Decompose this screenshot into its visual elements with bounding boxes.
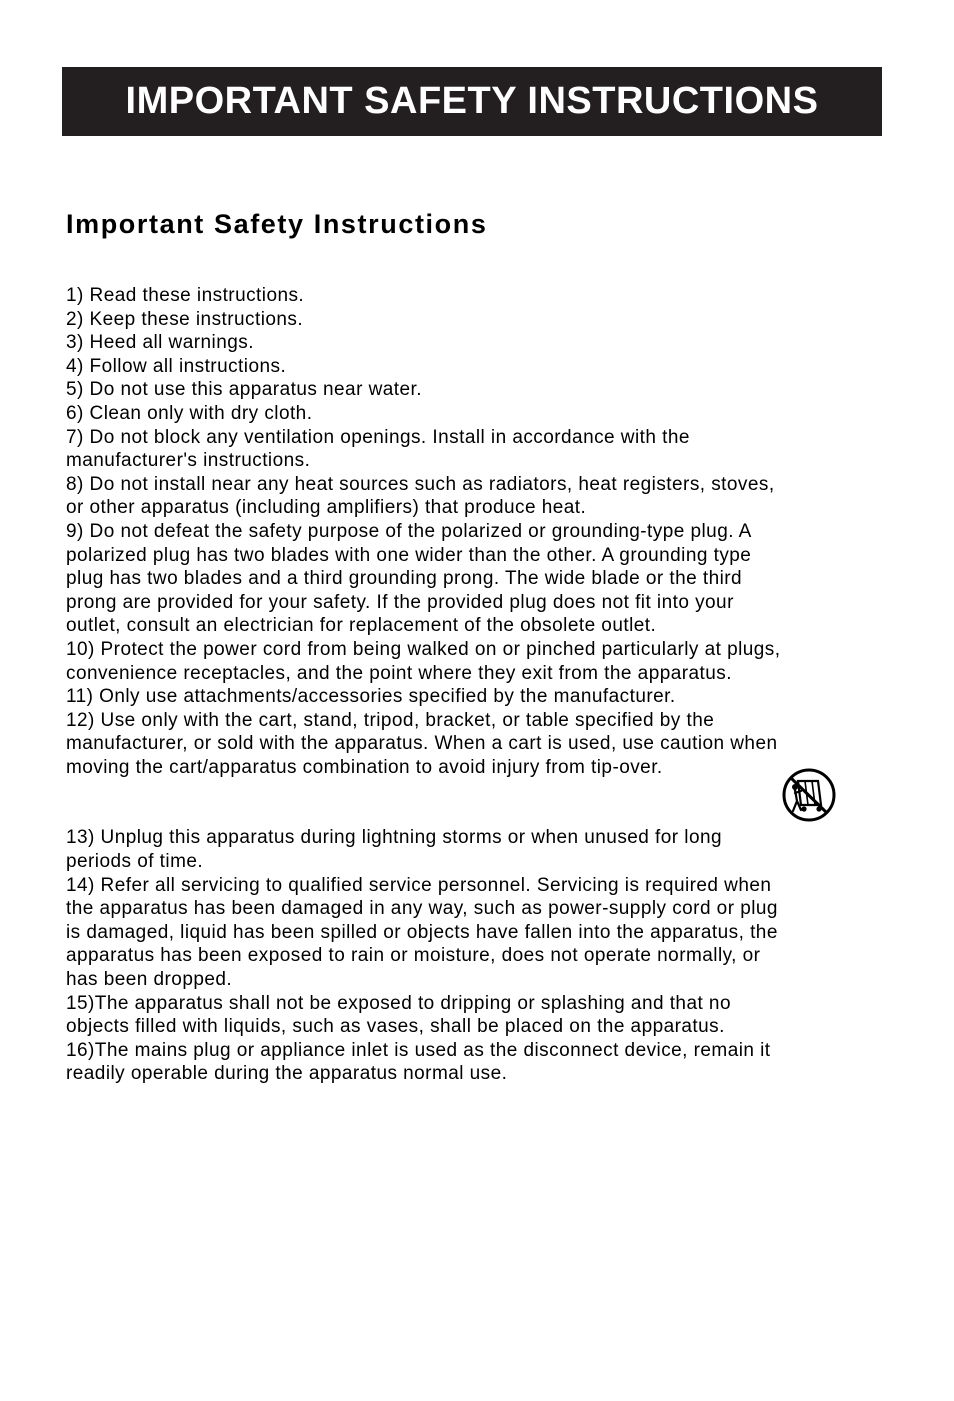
instruction-item-4: [66, 355, 896, 379]
instruction-line: manufacturer, or sold with the apparatus. When a cart is used, use caution when: [66, 733, 778, 755]
instruction-line: 7) Do not block any ventilation openings. Install in accordance with the: [66, 426, 690, 448]
instruction-item-16: [66, 1039, 896, 1086]
instruction-line: periods of time.: [66, 851, 204, 873]
instruction-line: 11) Only use attachments/accessories specified by the manufacturer.: [66, 686, 676, 708]
instruction-item-9: [66, 520, 896, 638]
instruction-item-12: [66, 709, 896, 780]
instruction-item-7: [66, 426, 896, 473]
instruction-item-1: [66, 284, 896, 308]
page-title: IMPORTANT SAFETY INSTRUCTIONS: [125, 80, 819, 122]
instruction-item-5: [66, 378, 896, 402]
instruction-item-10: [66, 638, 896, 685]
instructions-list: [66, 284, 896, 1086]
instruction-line: 8) Do not install near any heat sources such as radiators, heat registers, stoves,: [66, 473, 775, 495]
instruction-line: objects filled with liquids, such as vases, shall be placed on the apparatus.: [66, 1016, 725, 1038]
instruction-item-2: [66, 308, 896, 332]
instruction-line: 15)The apparatus shall not be exposed to dripping or splashing and that no: [66, 992, 731, 1014]
instruction-line: 5) Do not use this apparatus near water.: [66, 379, 422, 401]
instruction-line: 4) Follow all instructions.: [66, 355, 287, 377]
instruction-line: apparatus has been exposed to rain or moisture, does not operate normally, or: [66, 945, 761, 967]
instruction-line: 16)The mains plug or appliance inlet is used as the disconnect device, remain it: [66, 1039, 771, 1061]
instruction-line: prong are provided for your safety. If the provided plug does not fit into your: [66, 591, 734, 613]
instruction-item-11: [66, 685, 896, 709]
instruction-line: or other apparatus (including amplifiers) that produce heat.: [66, 497, 587, 519]
instruction-item-15: [66, 992, 896, 1039]
instruction-line: 6) Clean only with dry cloth.: [66, 402, 313, 424]
cart-tipover-warning-icon: [781, 767, 837, 823]
section-title: Important Safety Instructions: [66, 209, 488, 239]
header-bar: [62, 67, 882, 136]
instruction-line: 14) Refer all servicing to qualified service personnel. Servicing is required when: [66, 874, 772, 896]
instruction-item-8: [66, 473, 896, 520]
instruction-line: 9) Do not defeat the safety purpose of the polarized or grounding-type plug. A: [66, 520, 752, 542]
instruction-line: the apparatus has been damaged in any way, such as power-supply cord or plug: [66, 898, 778, 920]
instruction-line: polarized plug has two blades with one wider than the other. A grounding type: [66, 544, 752, 566]
instruction-item-13: [66, 826, 896, 873]
instruction-line: manufacturer's instructions.: [66, 450, 311, 472]
instruction-line: moving the cart/apparatus combination to avoid injury from tip-over.: [66, 756, 663, 778]
instruction-line: is damaged, liquid has been spilled or objects have fallen into the apparatus, the: [66, 921, 778, 943]
instruction-line: convenience receptacles, and the point where they exit from the apparatus.: [66, 662, 732, 684]
spacer: [66, 779, 896, 826]
instruction-item-6: [66, 402, 896, 426]
instruction-line: 12) Use only with the cart, stand, tripod, bracket, or table specified by the: [66, 709, 715, 731]
instruction-line: 2) Keep these instructions.: [66, 308, 304, 330]
instruction-item-14: [66, 874, 896, 992]
instruction-line: has been dropped.: [66, 969, 233, 991]
instruction-line: 3) Heed all warnings.: [66, 332, 254, 354]
instruction-line: 1) Read these instructions.: [66, 285, 305, 306]
instruction-line: outlet, consult an electrician for replacement of the obsolete outlet.: [66, 615, 657, 637]
instruction-line: 10) Protect the power cord from being walked on or pinched particularly at plugs,: [66, 638, 781, 660]
instruction-line: plug has two blades and a third grounding prong. The wide blade or the third: [66, 568, 743, 590]
instruction-line: 13) Unplug this apparatus during lightning storms or when unused for long: [66, 827, 722, 849]
instruction-item-3: [66, 331, 896, 355]
instruction-line: readily operable during the apparatus normal use.: [66, 1063, 508, 1085]
